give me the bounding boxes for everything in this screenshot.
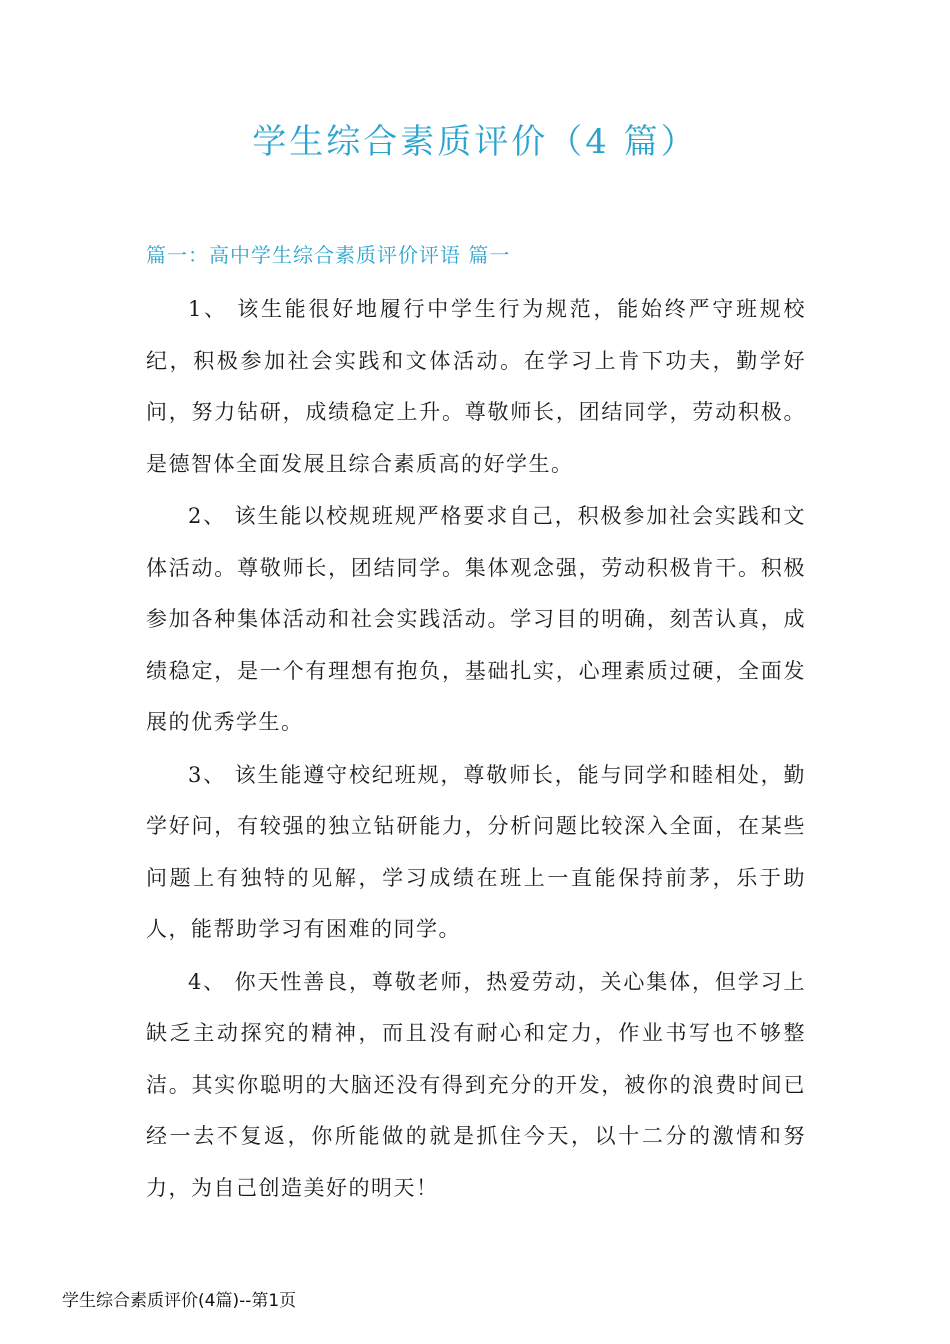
paragraph-4: 4、 你天性善良，尊敬老师，热爱劳动，关心集体，但学习上缺乏主动探究的精神，而且没有耐心和定力，作业书写也不够整洁。其实你聪明的大脑还没有得到充分的开发，被你的浪费时间已经一去不复返，你所能做的就是抓住今天，以十二分的激情和努力，为自己创造美好的明天！ [146,969,806,1200]
document-body [146,284,806,1215]
page-footer: 学生综合素质评价(4篇)--第1页 [62,1291,297,1311]
section-heading: 篇一：高中学生综合素质评价评语 篇一 [146,243,511,267]
paragraph-1: 1、 该生能很好地履行中学生行为规范，能始终严守班规校纪，积极参加社会实践和文体活动。在学习上肯下功夫，勤学好问，努力钻研，成绩稳定上升。尊敬师长，团结同学，劳动积极。是德智体全面发展且综合素质高的好学生。 [146,297,806,476]
document-title: 学生综合素质评价（4 篇） [252,122,698,162]
paragraph-2: 2、 该生能以校规班规严格要求自己，积极参加社会实践和文体活动。尊敬师长，团结同学。集体观念强，劳动积极肯干。积极参加各种集体活动和社会实践活动。学习目的明确，刻苦认真，成绩稳定，是一个有理想有抱负，基础扎实，心理素质过硬，全面发展的优秀学生。 [146,504,806,734]
paragraph-3: 3、 该生能遵守校纪班规，尊敬师长，能与同学和睦相处，勤学好问，有较强的独立钻研能力，分析问题比较深入全面，在某些问题上有独特的见解，学习成绩在班上一直能保持前茅，乐于助人，能帮助学习有困难的同学。 [146,762,806,941]
